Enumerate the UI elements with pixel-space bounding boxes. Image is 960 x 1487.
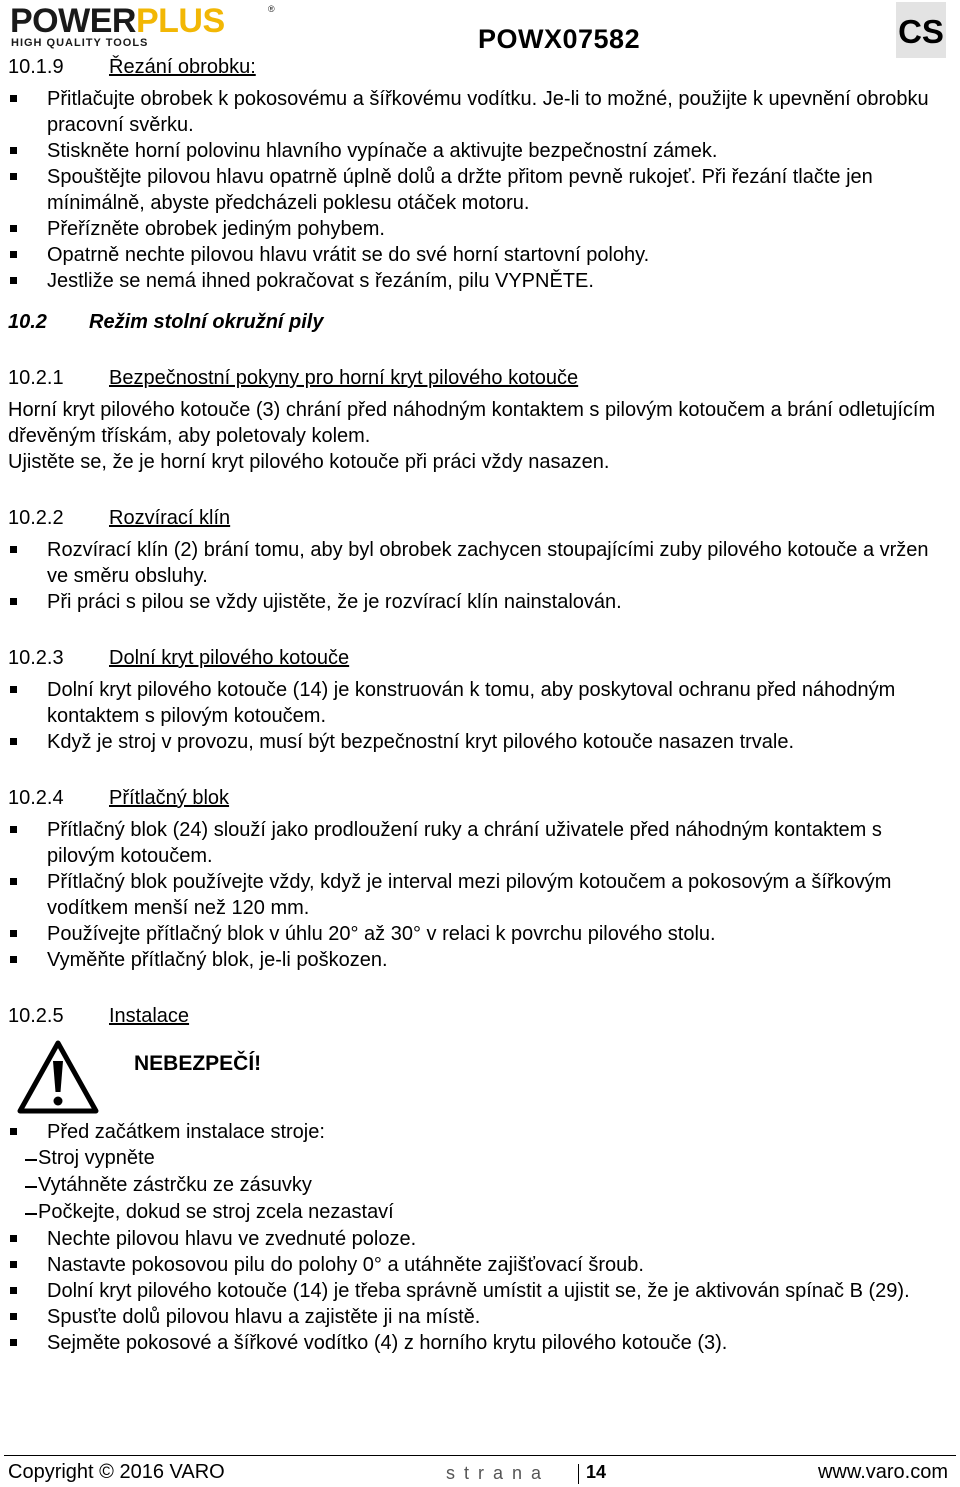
powerplus-logo (10, 4, 280, 48)
subsection-number: 10.2.4 (8, 787, 64, 809)
logo-wordmark (10, 4, 225, 38)
subsection-heading-10-2-2 (8, 505, 953, 531)
list-item: Spusťte dolů pilovou hlavu a zajistěte ji na místě. (8, 1304, 953, 1330)
model-number: POWX07582 (478, 24, 641, 54)
dash-item: Vytáhněte zástrčku ze zásuvky (8, 1172, 953, 1199)
page-number: 14 (586, 1462, 607, 1482)
section-number: 10.2 (8, 311, 47, 333)
dash-item: Stroj vypněte (8, 1145, 953, 1172)
section-heading-10-2 (8, 309, 953, 335)
copyright-text: Copyright © 2016 VARO (8, 1461, 225, 1483)
list-item: Přitlačujte obrobek k pokosovému a šířkovému vodítku. Je-li to možné, použijte k upevnění obrobku pracovní svěrku. (8, 86, 953, 138)
list-item: Spouštějte pilovou hlavu opatrně úplně dolů a držte přitom pevně rukojeť. Při řezání tlačte jen mínimálně, abyste předcházeli poklesu otáček motoru. (8, 164, 953, 216)
list-item: Opatrně nechte pilovou hlavu vrátit se do své horní startovní polohy. (8, 242, 953, 268)
subsection-number: 10.1.9 (8, 56, 64, 78)
subsection-title: Dolní kryt pilového kotouče (109, 647, 350, 669)
subsection-heading-10-2-5 (8, 1003, 953, 1029)
list-item: Používejte přítlačný blok v úhlu 20° až 30° v relaci k povrchu pilového stolu. (8, 921, 953, 947)
subsection-number: 10.2.3 (8, 647, 64, 669)
list-item: Vyměňte přítlačný blok, je-li poškozen. (8, 947, 953, 973)
registered-mark: ® (268, 4, 275, 14)
list-item: Nechte pilovou hlavu ve zvednuté poloze. (8, 1226, 953, 1252)
bullet-list-10-2-2 (8, 537, 953, 615)
bullet-list-10-2-4 (8, 817, 953, 973)
subsection-title: Instalace (109, 1005, 190, 1027)
warning-triangle-icon (16, 1039, 100, 1115)
page-footer (0, 1455, 960, 1487)
paragraph: Ujistěte se, že je horní kryt pilového kotouče při práci vždy nasazen. (8, 451, 610, 473)
page-label: strana (446, 1463, 551, 1483)
website-link[interactable]: www.varo.com (817, 1461, 948, 1483)
list-item: Před začátkem instalace stroje: (8, 1119, 953, 1145)
language-badge: CS (896, 2, 946, 58)
logo-word-plus: PLUS (135, 2, 225, 40)
subsection-title: Přítlačný blok (109, 787, 230, 809)
document-body (8, 54, 953, 1356)
subsection-heading-10-2-1 (8, 365, 953, 391)
page-header (0, 0, 960, 60)
bullet-list-10-2-3 (8, 677, 953, 755)
list-item: Dolní kryt pilového kotouče (14) je třeba správně umístit a ujistit se, že je aktivován spínač B (29). (8, 1278, 953, 1304)
danger-warning (8, 1039, 953, 1119)
logo-word-power: POWER (10, 2, 136, 40)
subsection-number: 10.2.5 (8, 1005, 64, 1027)
list-item: Přítlačný blok používejte vždy, když je interval mezi pilovým kotoučem a pokosovým a šířkovým vodítkem menší než 120 mm. (8, 869, 953, 921)
logo-tagline: HIGH QUALITY TOOLS (11, 37, 149, 49)
list-item: Když je stroj v provozu, musí být bezpečnostní kryt pilového kotouče nasazen trvale. (8, 729, 953, 755)
subsection-heading-10-2-3 (8, 645, 953, 671)
list-item: Nastavte pokosovou pilu do polohy 0° a utáhněte zajišťovací šroub. (8, 1252, 953, 1278)
list-item: Při práci s pilou se vždy ujistěte, že je rozvírací klín nainstalován. (8, 589, 953, 615)
list-item: Sejměte pokosové a šířkové vodítko (4) z horního krytu pilového kotouče (3). (8, 1330, 953, 1356)
footer-divider (4, 1455, 956, 1456)
list-item: Přítlačný blok (24) slouží jako prodloužení ruky a chrání uživatele před náhodným kontaktem s pilovým kotoučem. (8, 817, 953, 869)
subsection-title: Řezání obrobku: (109, 56, 256, 78)
subsection-heading-10-1-9 (8, 54, 953, 80)
subsection-title: Bezpečnostní pokyny pro horní kryt pilového kotouče (109, 367, 579, 389)
paragraph: Horní kryt pilového kotouče (3) chrání před náhodným kontaktem s pilovým kotoučem a brání odletujícím dřevěným třískám, aby poletovaly kolem. (8, 399, 936, 447)
section-title: Režim stolní okružní pily (89, 311, 324, 333)
dash-list-10-2-5 (8, 1145, 953, 1226)
warning-label: NEBEZPEČÍ! (134, 1052, 262, 1075)
list-item: Rozvírací klín (2) brání tomu, aby byl obrobek zachycen stoupajícími zuby pilového kotouče a vržen ve směru obsluhy. (8, 537, 953, 589)
subsection-heading-10-2-4 (8, 785, 953, 811)
bullet-list-10-1-9 (8, 86, 953, 294)
bullet-list-10-2-5 (8, 1226, 953, 1356)
subsection-number: 10.2.2 (8, 507, 64, 529)
list-item: Přeřízněte obrobek jediným pohybem. (8, 216, 953, 242)
subsection-title: Rozvírací klín (109, 507, 231, 529)
list-item: Dolní kryt pilového kotouče (14) je konstruován k tomu, aby poskytoval ochranu před náhodným kontaktem s pilovým kotoučem. (8, 677, 953, 729)
dash-item: Počkejte, dokud se stroj zcela nezastaví (8, 1199, 953, 1226)
list-item: Stiskněte horní polovinu hlavního vypínače a aktivujte bezpečnostní zámek. (8, 138, 953, 164)
list-item: Jestliže se nemá ihned pokračovat s řezáním, pilu VYPNĚTE. (8, 268, 953, 294)
page-separator (578, 1464, 579, 1484)
subsection-number: 10.2.1 (8, 367, 64, 389)
bullet-list-10-2-5-intro (8, 1119, 953, 1145)
